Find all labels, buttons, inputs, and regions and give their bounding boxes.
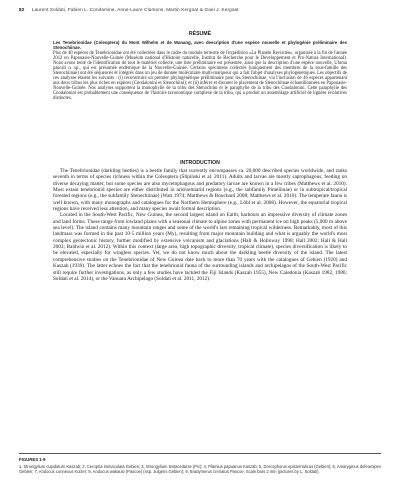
figure-caption: 1, Strongylium cupidatum Kaszab; 2, Ceropria immaculata Gebien; 3, Strongylium testaceitarse (Pic); 4, Plamius papuanus Kaszab; 5, Dorcophorus episternalicus (Gebien); 6, Amarygmus defeomipes Gebien; 7, Andocus connexus Kulzer; 8, Andocus wakausi (Pascoe) (ssp. Julgens Gebien); 9, Bradymerus crenatus Pascoe. Scale bars 2 mm (pictures by L. Soldati). bbox=[19, 463, 381, 474]
introduction-body bbox=[53, 168, 347, 282]
resume-block bbox=[53, 40, 347, 102]
resume-body: Plus de 40 espèces de Tenebrionidae ont été collectées dans le cadre du module terrestre de l'expédition «La Planète Revisitée», organisée à la fin de l'année 2012 en Papouasie-Nouvelle-Guinée (Muséum national d'Histoire naturelle, Institut de Recherche pour le Développement et Pro-Natura International). Nous avons tenté de l'identification de tout le matériel collecté, une liste préliminaire est présentée, ainsi que la description d'une espèce nouvelle, Uloma pascali n. sp., qui est présumée endémique de la Nouvelle-Guinée. Certains spécimens collectés (uniquement des membres de la sous-famille des Stenochiinae) ont été séquencés et intégrés dans un jeu de donnée moléculaire multi-marqueur qui a fait l'objet d'analyses phylogénétiques. Les objectifs de ces analyses étaient les suivants : (i) reconstruire un premier phylogénétique préliminaire pour les Stenochiinae, via l'inclusion de 46 espèces appartenant aux deux tribus les plus riches en espèces (Cnodalonini et Stenochiini); et (ii) inférer et discuter le placement de Stenochiinae échantillonnées en Papouasie-Nouvelle-Guinée. Nos analyses supportent la monophylie de la tribu des Stenochiini et le paraphylie de la tribu des Cnodalonini. Cette paraphylie des Cnodalonini est probablement une conséquence de l'histoire taxonomique complexe de la tribu, qui a produit un assemblage artificiel de lignées évolutives distinctes. bbox=[53, 50, 347, 102]
introduction-heading: INTRODUCTION bbox=[180, 160, 220, 166]
figure-caption-block bbox=[19, 453, 381, 474]
figure-title: FIGURES 1-9 bbox=[19, 457, 46, 462]
page-number: 82 bbox=[19, 7, 25, 12]
introduction-paragraph: Located in the South-West Pacific, New Guinea, the second largest island on Earth, harbours an impressive diversity of climate zones and land forms. These range from lowland plains with a seasonal climate to alpine zones with permanent ice on high peaks (5,000 m above sea level). The island contains many mountain ranges and some of the world's last remaining tropical wilderness. Remarkably, most of this landmass was formed in the past 10-5 million years (My), resulting from major mountain building and what is arguably the world's most complex geotectonic history, further modified by extensive volcanism and glaciations (Hall & Holloway 1998; Hall 2002; Hall & Hall 2003; Baldwin et al. 2012). Within this context (large area, high topographic diversity, tropical climate), species diversification is likely to be elevated, especially for wingless species. Yet, we do not know much about the darkling beetle diversity of the island. The latest comprehensive studies on the Tenebrionidae of New Guinea date back to more than 70 years with the catalogues of Gebien (1920) and Kaszab (1939). The latter echoes the fact that the tenebrionid fauna of the surrounding islands and archipelagos of the South-West Pacific still require further investigations, as only a few studies have tackled the Fiji Islands (Kaszab 1955), New Caledonia (Kaszab 1982, 1986; Soldati et al. 2014), or the Vanuatu Archipelago (Soldati et al. 2011, 2012). bbox=[53, 212, 347, 282]
introduction-paragraph: The Tenebrionidae (darkling beetles) is a beetle family that currently encompasses ca. 20,000 described species worldwide, and ranks seventh in terms of species richness within the Coleoptera (Ślipiński et al. 2011). Adults and larvae are mostly saprophagous, feeding on diverse decaying matter, but some species are also mycetophagous and predatory larvae are known in a few tribes (Matthews et al. 2010). Most extant tenebrionid species are either distributed in arid/semiarid regions (e.g., the subfamily Pimeliinae) or in subtropical/tropical forested regions (e.g., the subfamily Stenochiinae) (Watt 1974; Matthews & Bouchard 2008; Matthews et al. 2010). The temperate fauna is well known, with many monographs and catalogues for the Northern Hemisphere (e.g., Löbl et al. 2008). However, the equatorial tropical regions have received less attention, and many species await formal description. bbox=[53, 168, 347, 213]
resume-heading: RÉSUMÉ bbox=[188, 31, 212, 37]
author-list: Laurent Soldati, Fabien L. Condamine, Anne-Laure Clamens, Martin Kergoat & Gael J. Kergoat bbox=[31, 7, 239, 12]
caption-divider bbox=[19, 453, 381, 454]
resume-lead: Les Tenebrionidae (Coleoptera) du Mont Wilhelm et de Wanang, avec description d'une espèce nouvelle et phylogénie préliminaire des Stenochiinae. bbox=[53, 40, 347, 51]
running-header bbox=[19, 7, 239, 12]
